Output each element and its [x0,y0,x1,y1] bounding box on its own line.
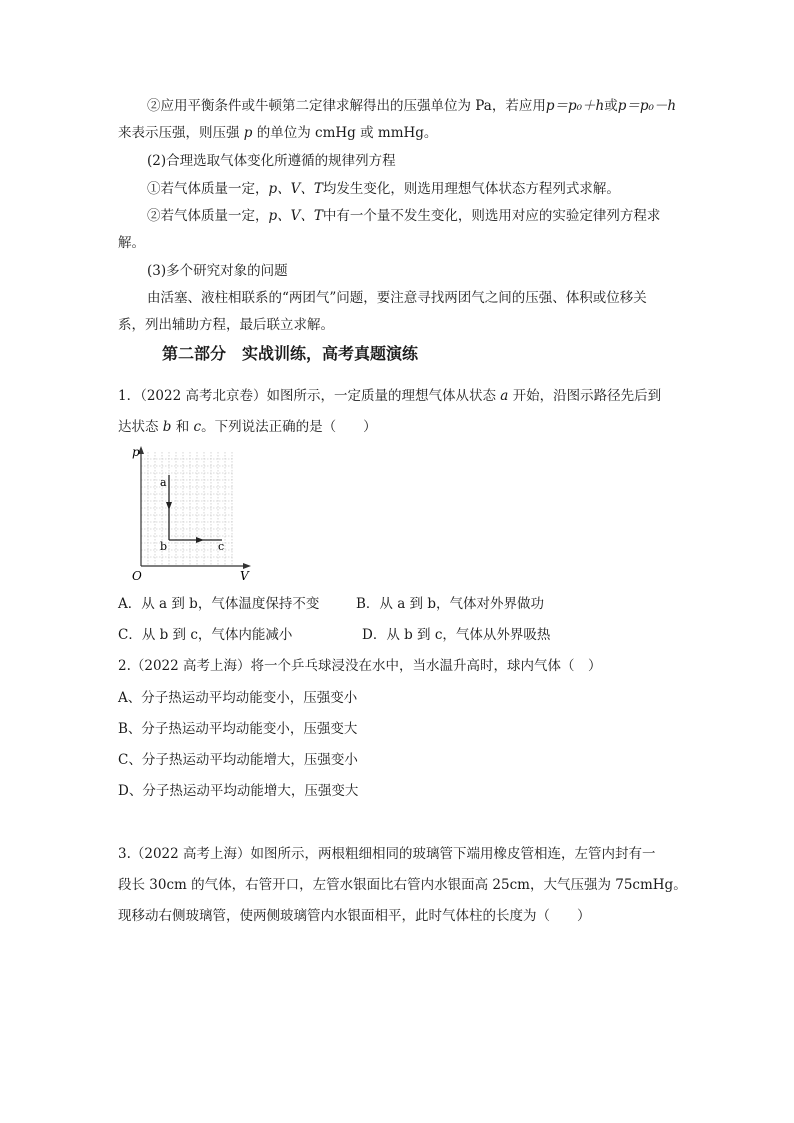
y-axis-label: p [132,445,140,459]
q2-option-c[interactable]: C、分子热运动平均动能增大，压强变小 [118,752,358,768]
text: ①若气体质量一定， [147,181,269,197]
para-experiment-law-cont: 解。 [118,235,145,251]
para-two-gases-cont: 系，列出辅助方程，最后联立求解。 [118,317,334,333]
para-pressure-unit-cont [118,124,437,142]
q1-option-b[interactable]: B．从 a 到 b，气体对外界做功 [356,596,544,612]
text: 均发生变化，则选用理想气体状态方程列式求解。 [322,181,620,197]
para-ideal-gas [147,180,620,198]
para-pressure-unit [147,97,676,115]
text: 1．（2022 高考北京卷）如图所示，一定质量的理想气体从状态 [118,388,496,404]
x-axis-label: V [240,569,249,583]
q1-stem-line1 [118,387,661,405]
text: 或 [604,98,618,114]
var-a: a [500,388,509,404]
point-a-label: a [160,476,167,489]
part2-title: 第二部分 实战训练，高考真题演练 [162,344,419,363]
text: 达状态 [118,419,159,435]
formula: p＝p₀－h [617,98,677,114]
var-p: p [243,125,253,141]
point-c-label: c [218,540,225,553]
q2-option-d[interactable]: D、分子热运动平均动能增大，压强变大 [118,783,359,799]
q3-stem-line1: 3.（2022 高考上海）如图所示，两根粗细相同的玻璃管下端用橡皮管相连，左管内封有一 [118,846,656,862]
text: 来表示压强，则压强 [118,125,240,141]
text: 和 [175,419,190,435]
para-experiment-law [147,207,660,225]
q1-option-c[interactable]: C．从 b 到 c，气体内能减小 [118,627,293,643]
q1-stem-line2 [118,418,377,436]
subheading-2: (2)合理选取气体变化所遵循的规律列方程 [147,153,396,169]
q2-option-b[interactable]: B、分子热运动平均动能变小，压强变大 [118,721,358,737]
para-two-gases: 由活塞、液柱相联系的“两团气”问题，要注意寻找两团气之间的压强、体积或位移关 [147,290,647,306]
var-c: c [193,419,202,435]
pv-diagram [128,444,258,584]
arrow-b-to-c [196,537,204,543]
text: 的单位为 cmHg 或 mmHg。 [256,125,438,141]
q3-stem-line3: 现移动右侧玻璃管，使两侧玻璃管内水银面相平，此时气体柱的长度为（ ） [118,908,591,924]
process-path [169,475,222,540]
origin-label: O [132,569,142,583]
text: ②若气体质量一定， [147,208,269,224]
q3-stem-line2: 段长 30cm 的气体，右管开口，左管水银面比右管内水银面高 25cm，大气压强为 75cmHg。 [118,877,687,893]
text: 中有一个量不发生变化，则选用对应的实验定律列方程求 [322,208,661,224]
text: 开始，沿图示路径先后到 [512,388,662,404]
q1-option-d[interactable]: D．从 b 到 c，气体从外界吸热 [362,627,551,643]
q2-option-a[interactable]: A、分子热运动平均动能变小，压强变小 [118,690,358,706]
arrow-a-to-b [166,502,172,510]
var-b: b [162,419,172,435]
text: ②应用平衡条件或牛顿第二定律求解得出的压强单位为 Pa，若应用 [147,98,546,114]
vars: p、V、T [268,181,323,197]
text: 。下列说法正确的是（ ） [201,419,377,435]
subheading-3: (3)多个研究对象的问题 [147,263,288,279]
point-b-label: b [160,540,168,553]
q1-option-a[interactable]: A．从 a 到 b，气体温度保持不变 [118,596,320,612]
formula: p＝p₀＋h [545,98,605,114]
vars: p、V、T [268,208,323,224]
q2-stem: 2.（2022 高考上海）将一个乒乓球浸没在水中，当水温升高时，球内气体（ ） [118,658,602,674]
